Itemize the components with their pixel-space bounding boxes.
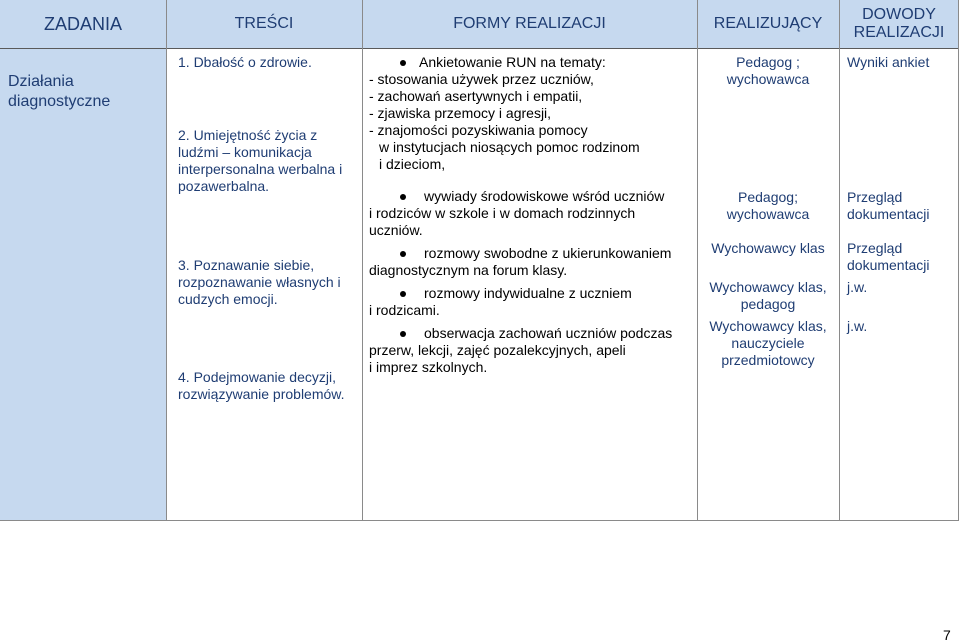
- bullet-icon: [400, 251, 406, 257]
- page-number: 7: [943, 627, 951, 643]
- tresci-item-2-line: 2. Umiejętność życia z: [178, 127, 318, 143]
- header-dowody-line2: REALIZACJI: [853, 24, 945, 41]
- realizujacy-line: Pedagog;: [738, 189, 798, 205]
- dowody-line: j.w.: [847, 279, 868, 295]
- ankietowanie-title: Ankietowanie RUN na tematy:: [419, 54, 606, 70]
- dowody-line: Przegląd: [847, 240, 903, 256]
- ankietowanie-item: - zjawiska przemocy i agresji,: [369, 105, 552, 121]
- realizujacy-line: wychowawca: [726, 71, 810, 87]
- realizujacy-line: przedmiotowcy: [721, 352, 815, 368]
- dowody-line: dokumentacji: [847, 206, 930, 222]
- header-dowody-realizacji: [839, 0, 959, 48]
- rozmowy-swobodne-line: diagnostycznym na forum klasy.: [369, 262, 568, 278]
- task-name: [8, 72, 110, 112]
- column-divider: [166, 0, 167, 521]
- header-zadania: ZADANIA: [43, 14, 122, 34]
- bullet-icon: [400, 291, 406, 297]
- wywiady-line: i rodziców w szkole i w domach rodzinnych: [369, 205, 636, 221]
- tresci-item-3-line: rozpoznawanie własnych i: [178, 274, 341, 290]
- task-cell-background: [0, 49, 166, 520]
- formy-realizacji-list: [369, 46, 695, 386]
- rozmowy-indywidualne-line: i rodzicami.: [369, 302, 440, 318]
- dowody-line: dokumentacji: [847, 257, 930, 273]
- realizujacy-line: Wychowawcy klas: [711, 240, 825, 256]
- realizujacy-line: Wychowawcy klas,: [709, 318, 827, 334]
- ankietowanie-item: - zachowań asertywnych i empatii,: [369, 88, 583, 104]
- ankietowanie-item: i dzieciom,: [379, 156, 446, 172]
- tresci-item-2-line: interpersonalna werbalna i: [178, 161, 343, 177]
- ankietowanie-item: - znajomości pozyskiwania pomocy: [369, 122, 588, 138]
- tresci-item-1: 1. Dbałość o zdrowie.: [178, 54, 312, 70]
- rozmowy-swobodne-line: rozmowy swobodne z ukierunkowaniem: [424, 245, 672, 261]
- realizujacy-line: Wychowawcy klas,: [709, 279, 827, 295]
- tresci-item-4-line: 4. Podejmowanie decyzji,: [178, 369, 336, 385]
- column-divider: [839, 0, 840, 521]
- realizujacy-line: Pedagog ;: [736, 54, 800, 70]
- bullet-icon: [400, 60, 406, 66]
- header-dowody-line1: DOWODY: [862, 6, 936, 23]
- header-realizujacy: REALIZUJĄCY: [713, 15, 823, 32]
- task-line: Działania: [8, 73, 74, 90]
- dowody-line: Przegląd: [847, 189, 903, 205]
- realizujacy-line: pedagog: [740, 296, 796, 312]
- realizujacy-line: nauczyciele: [731, 335, 805, 351]
- ankietowanie-item: w instytucjach niosących pomoc rodzinom: [379, 139, 640, 155]
- tresci-item-3-line: 3. Poznawanie siebie,: [178, 257, 315, 273]
- task-line: diagnostyczne: [8, 93, 111, 110]
- rozmowy-indywidualne-line: rozmowy indywidualne z uczniem: [424, 285, 632, 301]
- realizujacy-line: wychowawca: [726, 206, 810, 222]
- obserwacja-line: i imprez szkolnych.: [369, 359, 488, 375]
- wywiady-line: uczniów.: [369, 222, 423, 238]
- dowody-line: Wyniki ankiet: [847, 54, 930, 70]
- column-divider: [362, 0, 363, 521]
- obserwacja-line: przerw, lekcji, zajęć pozalekcyjnych, apeli: [369, 342, 626, 358]
- tresci-item-2-line: pozawerbalna.: [178, 178, 270, 194]
- dowody-line: j.w.: [847, 318, 868, 334]
- wywiady-line: wywiady środowiskowe wśród uczniów: [424, 188, 665, 204]
- ankietowanie-item: - stosowania używek przez uczniów,: [369, 71, 594, 87]
- tresci-item-4-line: rozwiązywanie problemów.: [178, 386, 345, 402]
- bullet-icon: [400, 194, 406, 200]
- tresci-item-2-line: ludźmi – komunikacja: [178, 144, 312, 160]
- header-tresci: TREŚCI: [234, 15, 294, 32]
- obserwacja-line: obserwacja zachowań uczniów podczas: [424, 325, 673, 341]
- bullet-icon: [400, 331, 406, 337]
- header-formy-realizacji: FORMY REALIZACJI: [453, 15, 606, 32]
- tresci-item-3-line: cudzych emocji.: [178, 291, 278, 307]
- table-bottom-border: [0, 520, 959, 521]
